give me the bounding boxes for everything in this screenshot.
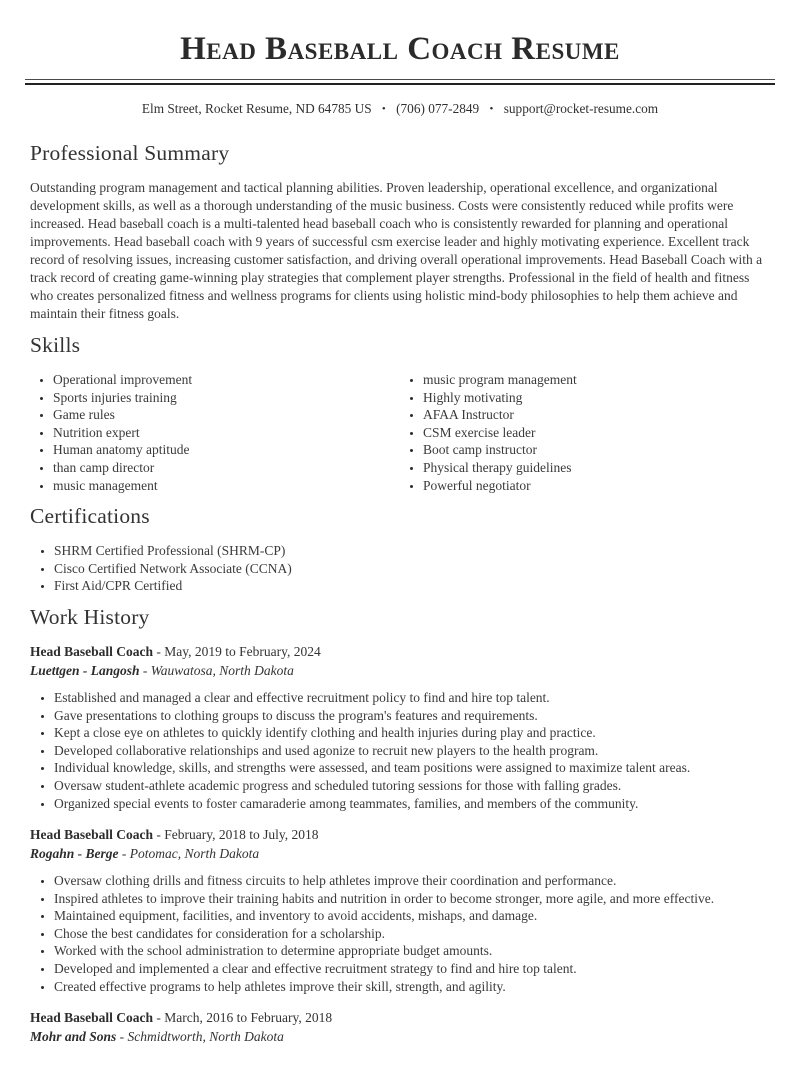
section-skills: [30, 333, 770, 494]
skill-item: • CSM exercise leader: [423, 424, 770, 442]
job-duty-item: • Individual knowledge, skills, and strengths were assessed, and team positions were assigned to maximize talent areas.: [54, 759, 770, 777]
job-title-line: [30, 642, 770, 661]
job-title: Head Baseball Coach: [30, 643, 154, 659]
skill-item: • than camp director: [53, 459, 400, 477]
skill-item: • Game rules: [53, 406, 400, 424]
job-location: Potomac, North Dakota: [129, 846, 260, 862]
skill-item: • Highly motivating: [423, 389, 770, 407]
job-duty-item: • Developed and implemented a clear and effective recruitment strategy to find and hire top talent.: [54, 960, 770, 978]
job-duty-item: • Chose the best candidates for consideration for a scholarship.: [54, 925, 770, 943]
professional-summary-heading: Professional Summary: [30, 141, 230, 165]
certification-item: • First Aid/CPR Certified: [54, 577, 770, 595]
job-title: Head Baseball Coach: [30, 827, 154, 843]
page-title: Head Baseball Coach Resume: [180, 31, 620, 67]
job-location: Schmidtworth, North Dakota: [127, 1029, 284, 1045]
skill-item: • Physical therapy guidelines: [423, 459, 770, 477]
job-duty-item: • Oversaw clothing drills and fitness circuits to help athletes improve their coordination and performance.: [54, 872, 770, 890]
job-company-line: [30, 844, 770, 863]
job-title-separator: -: [156, 1010, 161, 1026]
skill-item: • Human anatomy aptitude: [53, 441, 400, 459]
section-work-history: [30, 605, 770, 1046]
job-title-separator: -: [156, 827, 161, 843]
job-duty-item: • Created effective programs to help athletes improve their skill, strength, and agility.: [54, 978, 770, 996]
job-company: Mohr and Sons: [30, 1029, 117, 1045]
job-duty-item: • Organized special events to foster camaraderie among teammates, families, and members of the community.: [54, 795, 770, 813]
job-entry-1: [30, 642, 770, 812]
job-company: Rogahn - Berge: [30, 846, 119, 862]
job-title: Head Baseball Coach: [30, 1010, 154, 1026]
job-title-line: [30, 825, 770, 844]
job-location: Wauwatosa, North Dakota: [150, 662, 294, 678]
certifications-heading: Certifications: [30, 504, 150, 529]
job-title-separator: -: [156, 643, 161, 659]
skills-list-right: [400, 371, 770, 494]
job-duty-item: • Oversaw student-athlete academic progress and scheduled tutoring sessions for those with falling grades.: [54, 777, 770, 795]
job-duty-item: • Maintained equipment, facilities, and inventory to avoid accidents, mishaps, and damage.: [54, 907, 770, 925]
job-company-separator: -: [121, 846, 127, 862]
skills-heading: Skills: [30, 333, 81, 357]
job-duty-item: • Kept a close eye on athletes to quickly identify clothing and health injuries during play and practice.: [54, 724, 770, 742]
skill-item: • Sports injuries training: [53, 389, 400, 407]
skill-item: • AFAA Instructor: [423, 406, 770, 424]
job-duty-item: • Worked with the school administration to determine appropriate budget amounts.: [54, 942, 770, 960]
job-duties-list: [30, 689, 770, 812]
skill-item: • Operational improvement: [53, 371, 400, 389]
contact-separator-dot: •: [489, 103, 494, 115]
job-duty-item: • Established and managed a clear and effective recruitment policy to find and hire top talent.: [54, 689, 770, 707]
job-dates: February, 2018 to July, 2018: [164, 827, 319, 843]
resume-page: [0, 30, 800, 1046]
job-dates: May, 2019 to February, 2024: [164, 643, 321, 659]
skills-columns: [30, 358, 770, 494]
job-company-separator: -: [119, 1029, 125, 1045]
job-company-line: [30, 1027, 770, 1046]
work-history-heading: Work History: [30, 604, 150, 629]
job-company-line: [30, 661, 770, 680]
job-dates: March, 2016 to February, 2018: [164, 1010, 333, 1026]
certifications-list: [30, 542, 770, 595]
job-duty-item: • Developed collaborative relationships and used agonize to recruit new players to the health program.: [54, 742, 770, 760]
contact-separator-dot: •: [381, 103, 386, 115]
skill-item: • Powerful negotiator: [423, 477, 770, 495]
skill-item: • music program management: [423, 371, 770, 389]
certification-item: • SHRM Certified Professional (SHRM-CP): [54, 542, 770, 560]
job-duty-item: • Inspired athletes to improve their training habits and nutrition in order to become stronger, more agile, and more effective.: [54, 890, 770, 908]
section-certifications: [30, 504, 770, 595]
section-professional-summary: [30, 141, 770, 323]
job-entry-3: [30, 1008, 770, 1046]
skill-item: • music management: [53, 477, 400, 495]
job-duty-item: • Gave presentations to clothing groups to discuss the program's features and requirements.: [54, 707, 770, 725]
job-duties-list: [30, 872, 770, 995]
contact-line: [30, 101, 770, 117]
contact-email: support@rocket-resume.com: [503, 101, 659, 116]
contact-address: Elm Street, Rocket Resume, ND 64785 US: [141, 101, 372, 116]
job-company-separator: -: [142, 662, 148, 678]
contact-phone: (706) 077-2849: [396, 101, 480, 116]
skill-item: • Nutrition expert: [53, 424, 400, 442]
skill-item: • Boot camp instructor: [423, 441, 770, 459]
professional-summary-text: Outstanding program management and tactical planning abilities. Proven leadership, operational excellence, and organizational development skills, as well as a thorough understanding of the music business. Costs were consistently reduced while profits were increased. Head baseball coach is a multi-talented head baseball coach who is consistently rewarded for planning and operational improvements. Head baseball coach with 9 years of successful csm exercise leader and highly motivating experience. Excellent track record of resolving issues, increasing customer satisfaction, and driving overall operational improvements. Head Baseball Coach with a track record of creating game-winning play strategies that complement player strengths. Professional in the field of health and fitness who creates personalized fitness and wellness programs for clients using holistic mind-body philosophies to help them achieve and maintain their fitness goals.: [30, 180, 763, 321]
header-divider: [25, 79, 775, 85]
skills-list-left: [30, 371, 400, 494]
resume-header: [30, 30, 770, 117]
job-company: Luettgen - Langosh: [30, 662, 140, 678]
job-entry-2: [30, 825, 770, 995]
job-title-line: [30, 1008, 770, 1027]
certification-item: • Cisco Certified Network Associate (CCNA): [54, 560, 770, 578]
